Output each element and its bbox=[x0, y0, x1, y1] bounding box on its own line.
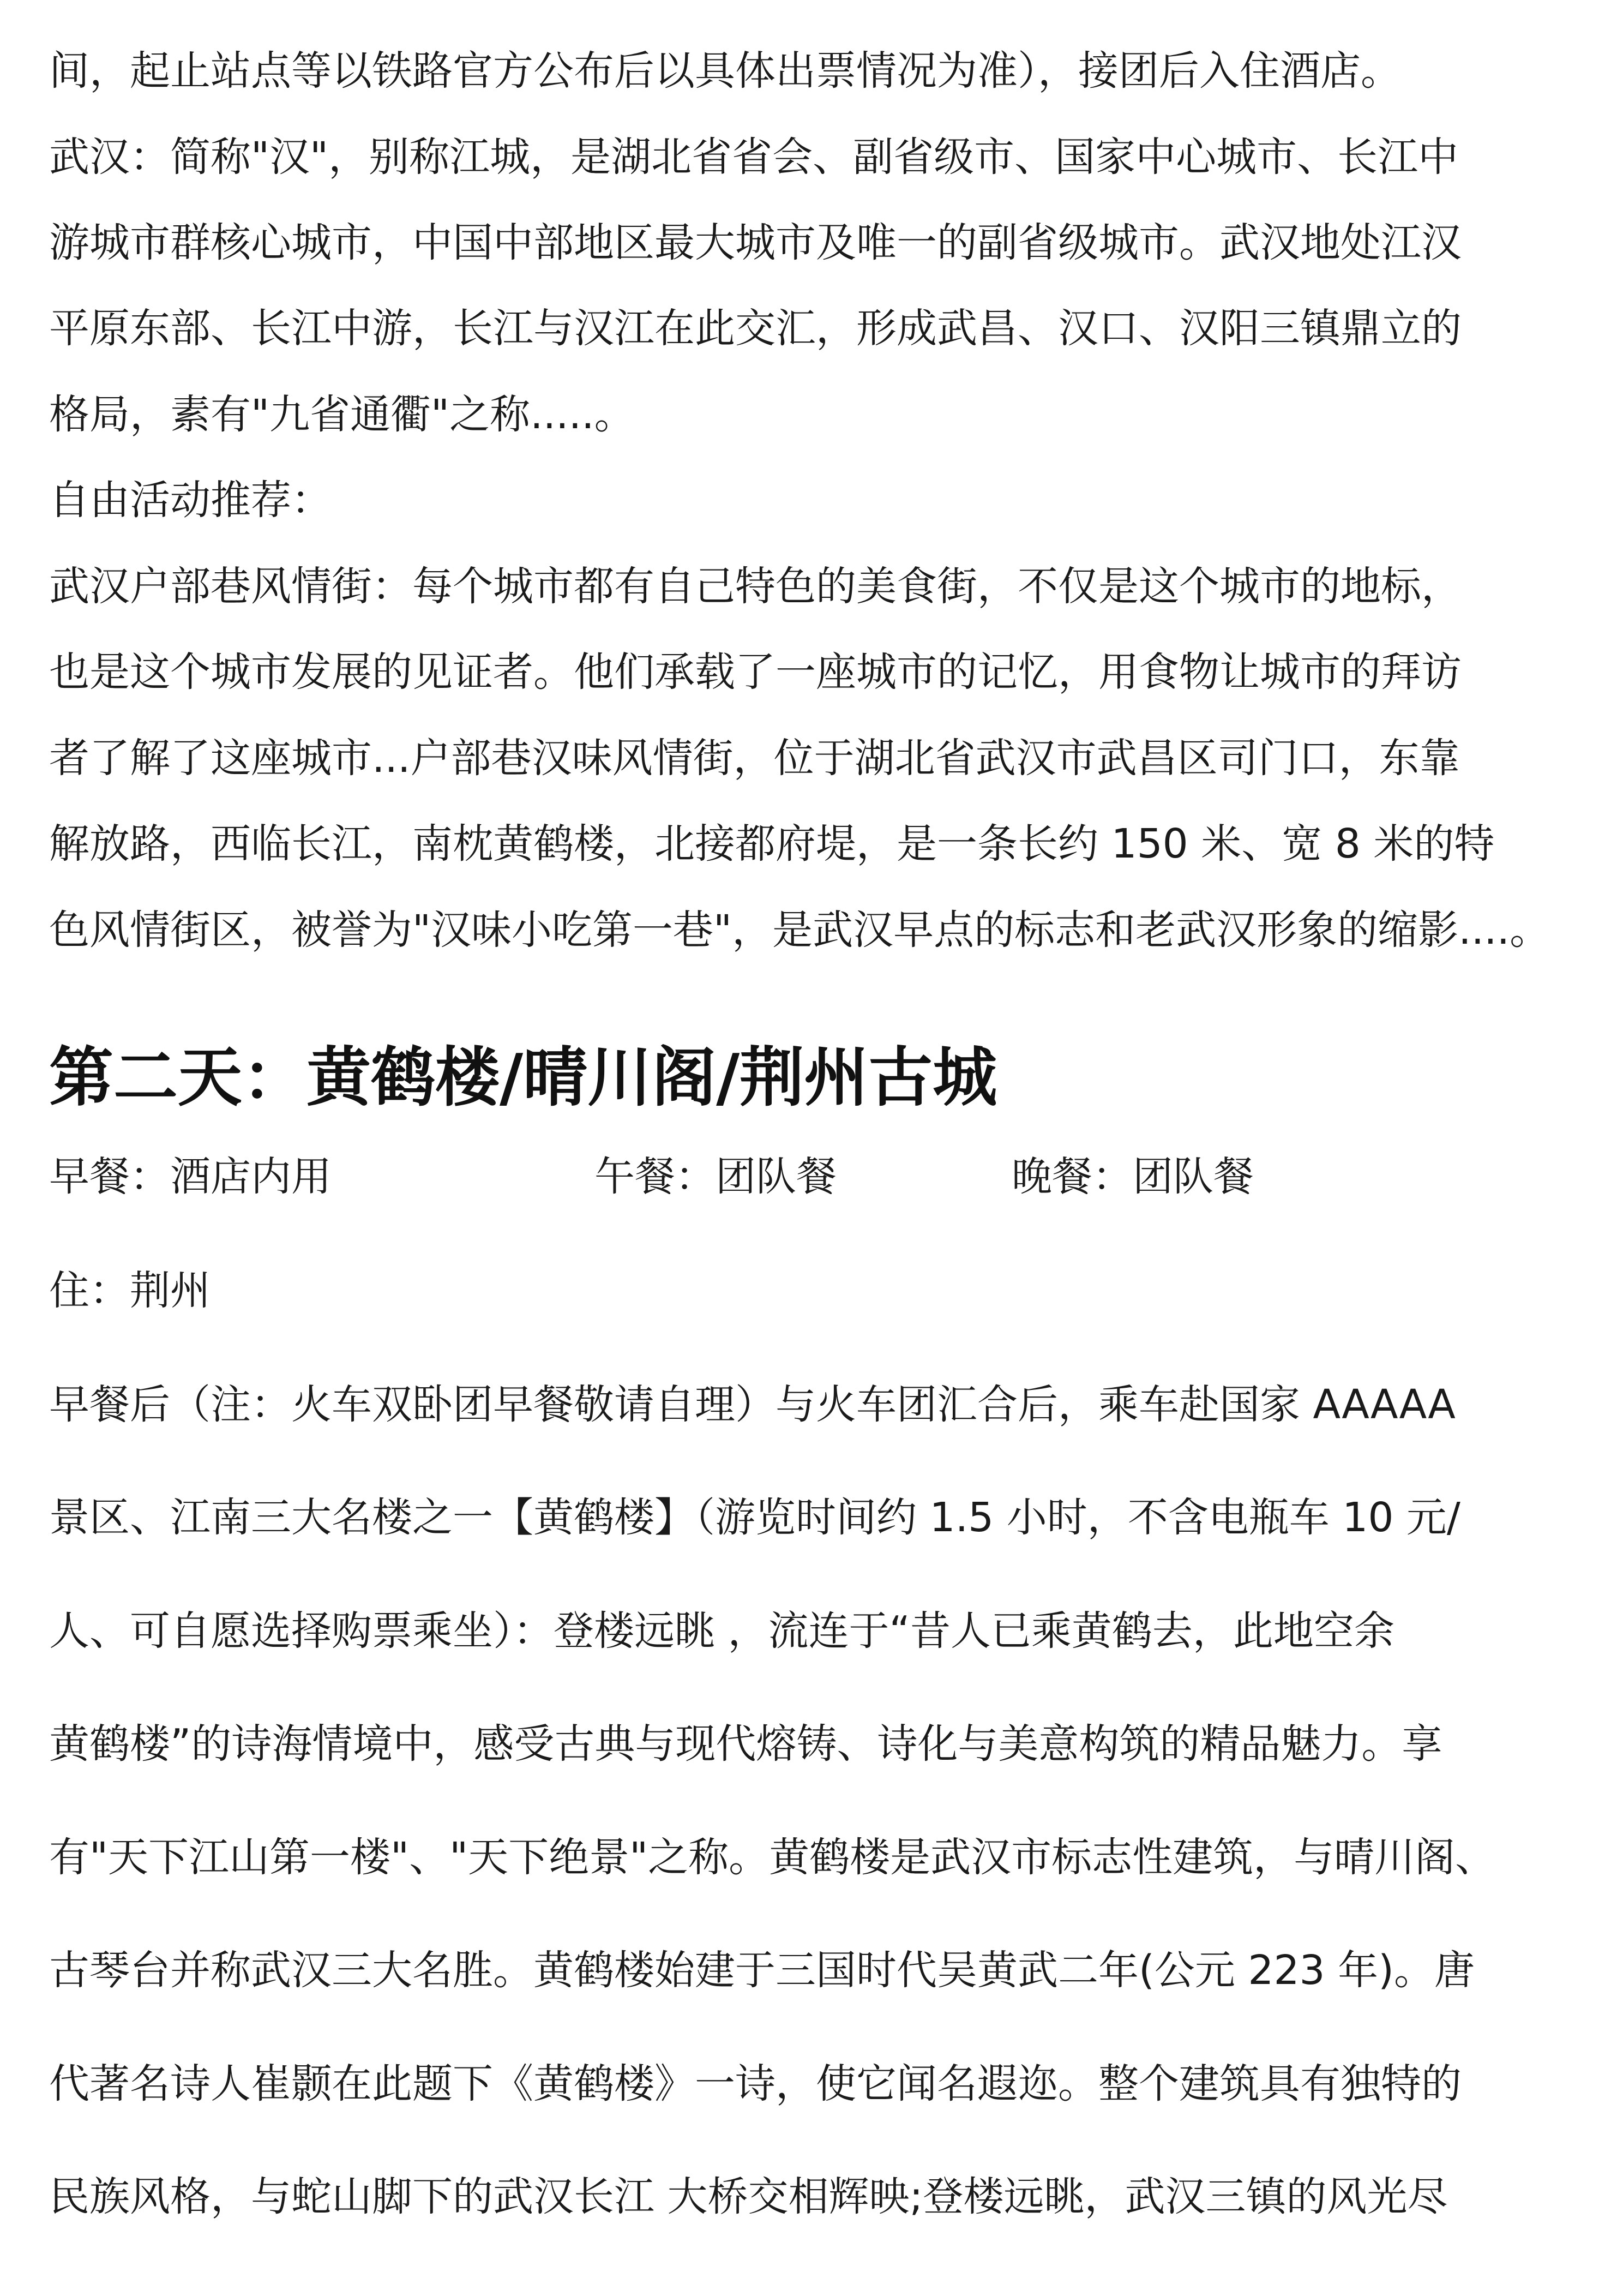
day2-line: 民族风格，与蛇山脚下的武汉长江 大桥交相辉映;登楼远眺，武汉三镇的风光尽 bbox=[49, 2173, 1448, 2220]
day2-line: 人、可自愿选择购票乘坐）：登楼远眺 ，流连于“昔人已乘黄鹤去，此地空余 bbox=[49, 1608, 1394, 1654]
intro-line: 色风情街区，被誉为"汉味小吃第一巷"，是武汉早点的标志和老武汉形象的缩影....。 bbox=[49, 907, 1550, 954]
dinner-info: 晚餐：团队餐 bbox=[1012, 1153, 1254, 1200]
day2-line: 黄鹤楼”的诗海情境中，感受古典与现代熔铸、诗化与美意构筑的精品魅力。享 bbox=[49, 1720, 1442, 1767]
intro-line: 游城市群核心城市，中国中部地区最大城市及唯一的副省级城市。武汉地处江汉 bbox=[49, 219, 1462, 266]
intro-line: 间，起止站点等以铁路官方公布后以具体出票情况为准），接团后入住酒店。 bbox=[49, 47, 1401, 94]
day2-line: 有"天下江山第一楼"、"天下绝景"之称。黄鹤楼是武汉市标志性建筑，与晴川阁、 bbox=[49, 1834, 1496, 1881]
breakfast-info: 早餐：酒店内用 bbox=[49, 1153, 332, 1200]
day2-line: 早餐后（注：火车双卧团早餐敬请自理）与火车团汇合后，乘车赴国家 AAAAA bbox=[49, 1381, 1456, 1428]
intro-line: 平原东部、长江中游，长江与汉江在此交汇，形成武昌、汉口、汉阳三镇鼎立的 bbox=[49, 305, 1462, 352]
intro-line: 也是这个城市发展的见证者。他们承载了一座城市的记忆，用食物让城市的拜访 bbox=[49, 649, 1462, 696]
day2-line: 代著名诗人崔颢在此题下《黄鹤楼》一诗，使它闻名遐迩。整个建筑具有独特的 bbox=[49, 2060, 1462, 2107]
day2-line: 古琴台并称武汉三大名胜。黄鹤楼始建于三国时代吴黄武二年(公元 223 年)。唐 bbox=[49, 1947, 1475, 1994]
stay-info: 住：荆州 bbox=[49, 1267, 211, 1314]
day2-line: 景区、江南三大名楼之一【黄鹤楼】（游览时间约 1.5 小时，不含电瓶车 10 元/ bbox=[49, 1494, 1460, 1541]
intro-line: 者了解了这座城市...户部巷汉味风情街，位于湖北省武汉市武昌区司门口，东靠 bbox=[49, 735, 1460, 782]
intro-line: 武汉户部巷风情街：每个城市都有自己特色的美食街，不仅是这个城市的地标， bbox=[49, 563, 1462, 610]
intro-line: 自由活动推荐： bbox=[49, 477, 332, 524]
lunch-info: 午餐：团队餐 bbox=[594, 1153, 837, 1200]
intro-line: 武汉：简称"汉"，别称江城，是湖北省省会、副省级市、国家中心城市、长江中 bbox=[49, 134, 1459, 181]
intro-line: 解放路，西临长江，南枕黄鹤楼，北接都府堤，是一条长约 150 米、宽 8 米的特 bbox=[49, 820, 1495, 867]
intro-line: 格局，素有"九省通衢"之称.....。 bbox=[49, 391, 635, 438]
day2-title: 第二天：黄鹤楼/晴川阁/荆州古城 bbox=[49, 1040, 997, 1115]
